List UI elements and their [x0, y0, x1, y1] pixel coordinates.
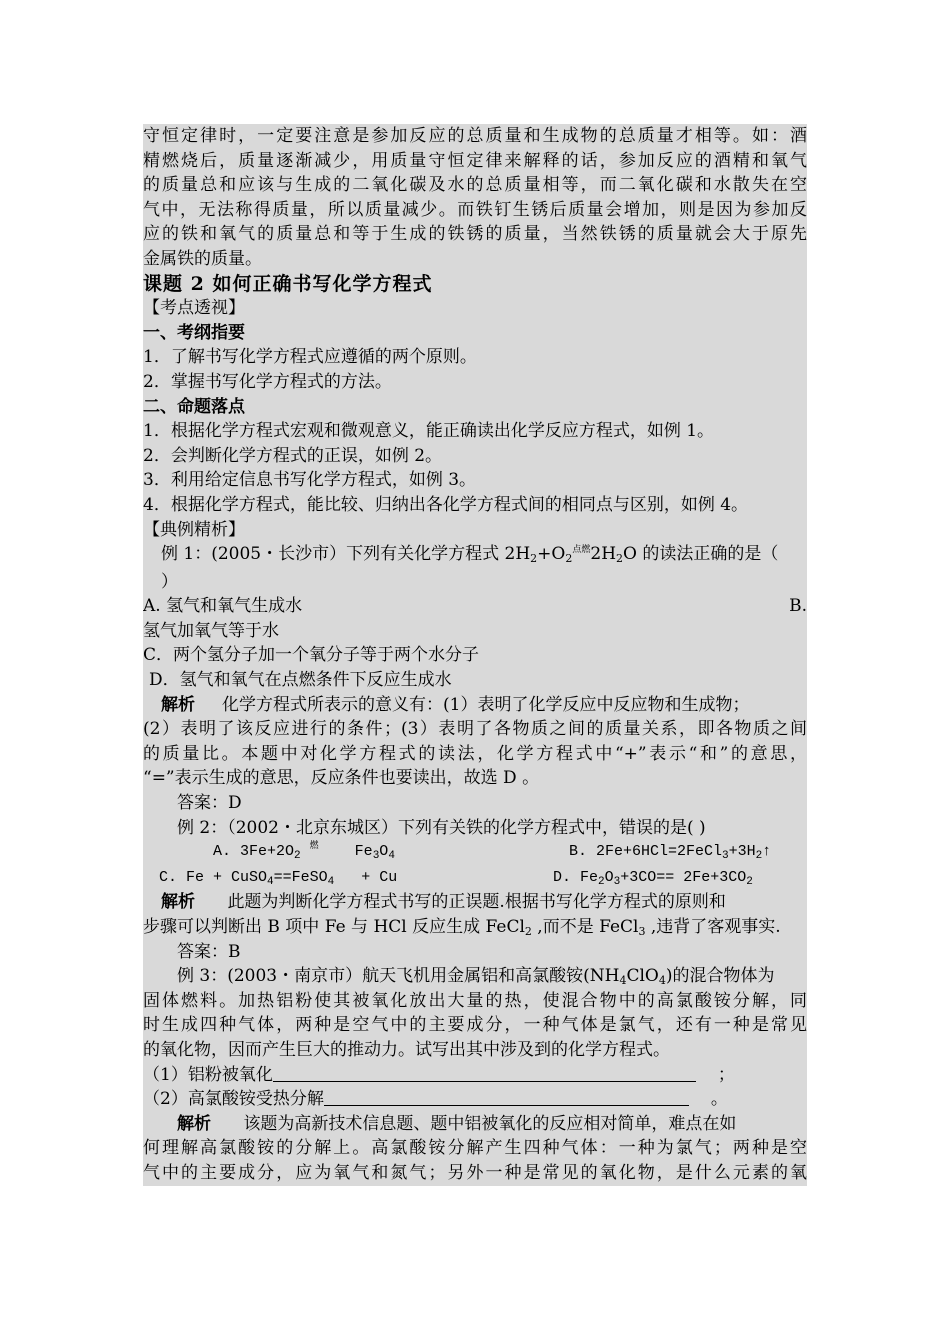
dianli-heading: 【典例精析】	[143, 518, 807, 543]
intro-line: 金属铁的质量。	[143, 247, 807, 272]
ex1-analysis: 解析 化学方程式所表示的意义有：(1）表明了化学反应中反应物和生成物；	[143, 693, 807, 718]
answer-blank-1[interactable]	[273, 1065, 696, 1082]
intro-line: 守恒定律时，一定要注意是参加反应的总质量和生成物的总质量才相等。如：酒	[143, 124, 807, 149]
analysis-label: 解析	[161, 892, 195, 913]
section2-item: 3．利用给定信息书写化学方程式，如例 3。	[143, 468, 807, 493]
ex3-question-1: （1）铝粉被氧化 ；	[143, 1063, 807, 1088]
ex1-option-d: D．氢气和氧气在点燃条件下反应生成水	[143, 668, 807, 693]
intro-line: 精燃烧后，质量逐渐减少，用质量守恒定律来解释的话，参加反应的酒精和氧气	[143, 149, 807, 174]
section2-item: 1．根据化学方程式宏观和微观意义，能正确读出化学反应方程式，如例 1。	[143, 419, 807, 444]
ex2-options-ab	[143, 840, 807, 866]
answer-blank-2[interactable]	[324, 1089, 689, 1106]
ex2-option-a: A. $3Fe+2O_2$ $^燃$ $Fe_3O_4$	[213, 841, 395, 863]
analysis-label: 解析	[161, 694, 195, 715]
kaodian-heading: 【考点透视】	[143, 296, 807, 321]
ex3-stem-line: 时生成四种气体，两种是空气中的主要成分，一种气体是氯气，还有一种是常见	[143, 1013, 807, 1038]
example-1	[143, 542, 807, 816]
ex2-option-d: D. $Fe_2O_3+3CO== 2Fe+3CO_2$	[553, 868, 753, 888]
ex1-option-a: A. 氢气和氧气生成水	[143, 596, 303, 617]
ex2-option-b: B. $2Fe+6HCl=2FeCl_3+3H_2↑$	[569, 843, 772, 863]
ex3-stem: 例 3：(2003・南京市）航天飞机用金属铝和高氯酸铵$(NH_4ClO_4)$的混合物体为	[143, 964, 807, 989]
ex3-analysis-line: 气中的主要成分，应为氧气和氮气；另外一种是常见的氧化物，是什么元素的氧	[143, 1161, 807, 1186]
ex3-question-2: （2）高氯酸铵受热分解 。	[143, 1087, 807, 1112]
ex3-stem-line: 固体燃料。加热铝粉使其被氧化放出大量的热，使混合物中的高氯酸铵分解，同	[143, 989, 807, 1014]
section2-item: 4．根据化学方程式，能比较、归纳出各化学方程式间的相同点与区别，如例 4。	[143, 493, 807, 518]
example-2	[143, 816, 807, 965]
intro-line: 气中，无法称得质量，所以质量减少。而铁钉生锈后质量会增加，则是因为参加反	[143, 198, 807, 223]
ex2-options-cd	[143, 866, 807, 891]
ex2-analysis: 解析 此题为判断化学方程式书写的正误题.根据书写化学方程式的原则和	[143, 890, 807, 915]
ex3-analysis: 解析 该题为高新技术信息题、题中铝被氧化的反应相对简单，难点在如	[143, 1112, 807, 1137]
analysis-label: 解析	[177, 1113, 211, 1134]
ex1-option-b: 氢气加氧气等于水	[143, 619, 807, 644]
example-3	[143, 964, 807, 1185]
intro-paragraph	[143, 124, 807, 272]
ex1-analysis-line: “=”表示生成的意思，反应条件也要读出，故选 D 。	[143, 766, 807, 791]
ex3-stem-line: 的氧化物，因而产生巨大的推动力。试写出其中涉及到的化学方程式。	[143, 1038, 807, 1063]
intro-line: 的质量总和应该与生成的二氧化碳及水的总质量相等，而二氧化碳和水散失在空	[143, 173, 807, 198]
section1-item: 2．掌握书写化学方程式的方法。	[143, 370, 807, 395]
document-page	[143, 124, 807, 1186]
ex1-answer: 答案：D	[143, 791, 807, 816]
ex2-analysis-line: 步骤可以判断出 B 项中 Fe 与 HCl 反应生成 FeCl$_2$ ,而不是 FeCl$_3$ ,违背了客观事实.	[143, 915, 807, 940]
ex1-condition: 点燃	[572, 545, 591, 556]
ex1-analysis-line: (2）表明了该反应进行的条件；(3）表明了各物质之间的质量关系，即各物质之间	[143, 717, 807, 742]
ex1-stem-close: ）	[143, 570, 807, 595]
section1-heading: 一、考纲指要	[143, 321, 807, 346]
ex2-stem: 例 2：（2002・北京东城区）下列有关铁的化学方程式中，错误的是( )	[143, 816, 807, 841]
ex1-stem: 例 1：(2005・长沙市）下列有关化学方程式 $2H_2+O_2^{点燃}2H_2O$ 的读法正确的是（	[143, 542, 807, 570]
section2-heading: 二、命题落点	[143, 395, 807, 420]
section1-item: 1．了解书写化学方程式应遵循的两个原则。	[143, 345, 807, 370]
intro-line: 应的铁和氧气的质量总和等于生成的铁锈的质量，当然铁锈的质量就会大于原先	[143, 222, 807, 247]
ex1-analysis-line: 的质量比。本题中对化学方程式的读法，化学方程式中“+”表示“和”的意思，	[143, 742, 807, 767]
section2-item: 2．会判断化学方程式的正误，如例 2。	[143, 444, 807, 469]
ex3-analysis-line: 何理解高氯酸铵的分解上。高氯酸铵分解产生四种气体：一种为氯气；两种是空	[143, 1136, 807, 1161]
ex1-options-ab	[143, 594, 807, 619]
ex1-option-b-label: B.	[789, 596, 807, 617]
ex2-answer: 答案：B	[143, 940, 807, 965]
ex1-option-c: C．两个氢分子加一个氧分子等于两个水分子	[143, 643, 807, 668]
ex2-option-c: C. Fe + CuSO$_4$==FeSO$_4$ + Cu	[159, 868, 398, 888]
lesson-title: 课题 2 如何正确书写化学方程式	[143, 272, 807, 297]
